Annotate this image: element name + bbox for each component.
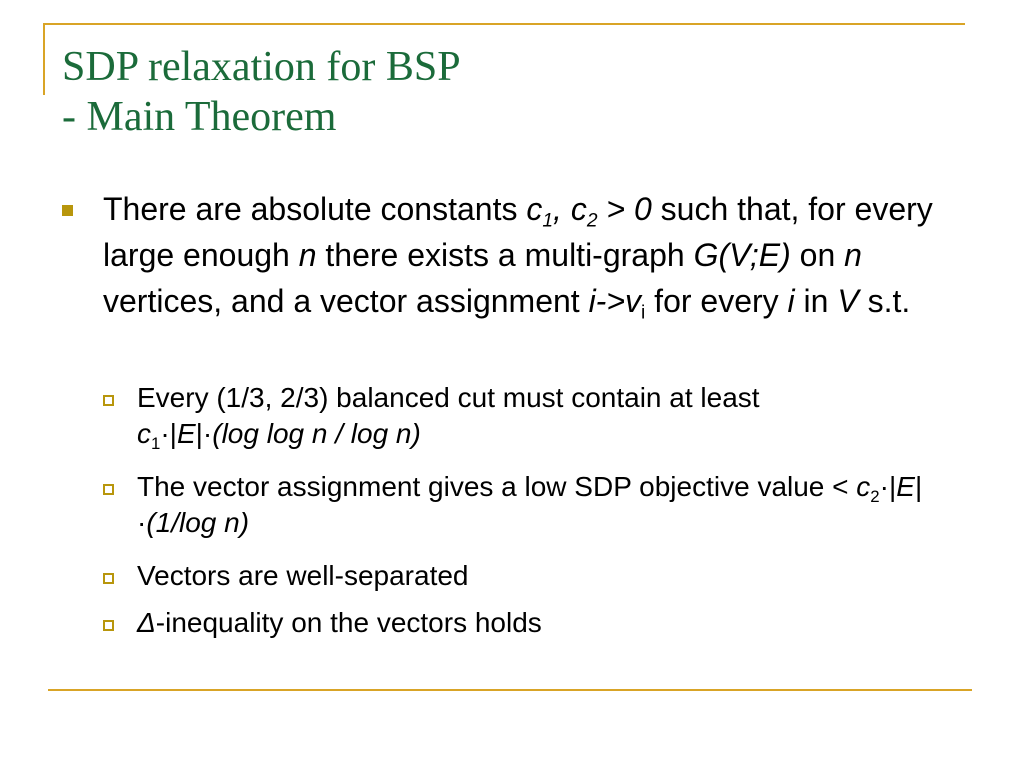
constant-c1: $c_1$, $c_2 > 0$ xyxy=(526,191,652,232)
sub-bullet-1: Every (1/3, 2/3) balanced cut must contain at least $c_1\cdot|E|\cdot(\log$ log n / log n) xyxy=(137,382,760,453)
main-bullet-text: There are absolute constants $c_1$, $c_2 > 0$ such that, for every large enough n there exists a multi-graph G(V;E) on n vertices, and a vector assignment $i->v_i$ for every i in V s.t. xyxy=(103,191,933,324)
sub-bullet-2: The vector assignment gives a low SDP objective value < $c_2\cdot|E|\cdot(1/\log$ n) xyxy=(137,471,923,538)
square-bullet-icon xyxy=(62,205,73,216)
slide-title xyxy=(62,46,942,138)
left-rule xyxy=(43,23,45,95)
bottom-rule xyxy=(48,689,972,691)
vector-map: i->v xyxy=(588,283,642,319)
sub-bullet-4: Δ-inequality on the vectors holds xyxy=(137,607,542,638)
title-line-1: SDP relaxation for BSP xyxy=(62,44,461,90)
hollow-square-bullet-icon xyxy=(103,573,114,584)
sub-bullet-3: Vectors are well-separated xyxy=(137,560,469,591)
title-line-2: - Main Theorem xyxy=(62,94,337,140)
hollow-square-bullet-icon xyxy=(103,484,114,495)
hollow-square-bullet-icon xyxy=(103,395,114,406)
top-rule xyxy=(43,23,965,25)
hollow-square-bullet-icon xyxy=(103,620,114,631)
